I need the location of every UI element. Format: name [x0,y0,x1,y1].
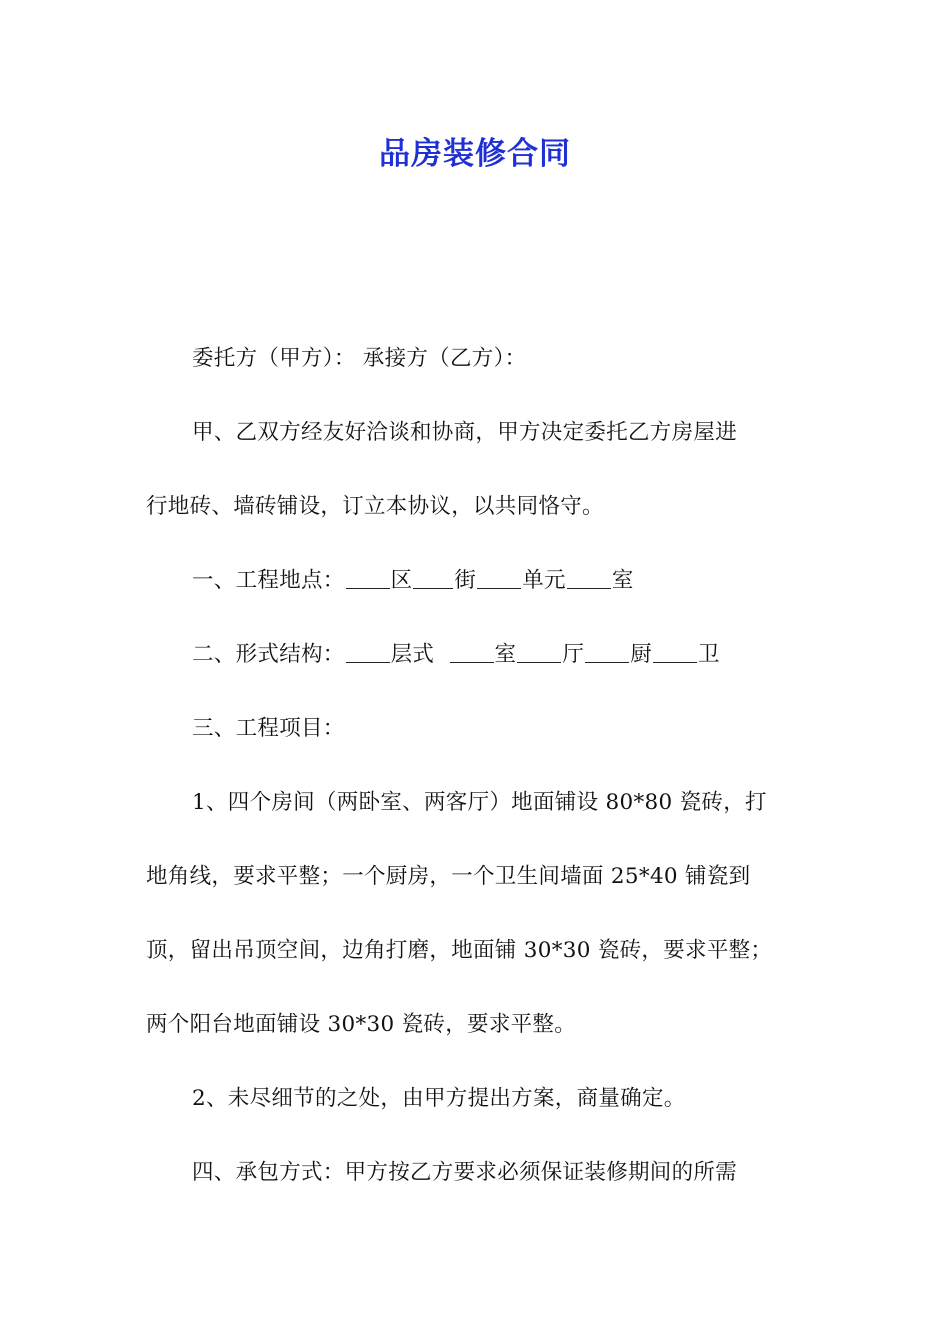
document-title: 品房装修合同 [379,136,571,172]
paragraph-line: 2、未尽细节的之处，由甲方提出方案，商量确定。 [192,1086,686,1111]
structure-line [146,633,836,707]
project-location-line [146,559,836,633]
parties-line: 委托方（甲方）： 承接方（乙方）： [192,346,527,371]
document-body [146,337,836,1225]
section-heading: 三、工程项目： [192,716,345,741]
blank-field [567,568,611,589]
location-label: 一、工程地点： [192,568,345,593]
location-field-label: 区 [390,568,413,593]
blank-field [450,642,494,663]
paragraph-line: 两个阳台地面铺设 30*30 瓷砖，要求平整。 [146,1012,577,1037]
structure-field-label: 层式 [390,642,435,667]
structure-field-label: 室 [494,642,517,667]
paragraph-line: 甲、乙双方经友好洽谈和协商，甲方决定委托乙方房屋进 [192,420,738,445]
location-field-label: 单元 [522,568,566,593]
paragraph-line: 地角线，要求平整；一个厨房，一个卫生间墙面 25*40 铺瓷到 [146,864,751,889]
location-field-label: 街 [454,568,477,593]
paragraph-line: 行地砖、墙砖铺设，订立本协议，以共同恪守。 [146,494,604,519]
blank-field [413,568,453,589]
paragraph-line: 四、承包方式：甲方按乙方要求必须保证装修期间的所需 [192,1160,738,1185]
blank-field [585,642,629,663]
paragraph-line: 顶，留出吊顶空间，边角打磨，地面铺 30*30 瓷砖，要求平整； [146,938,773,963]
blank-field [517,642,561,663]
blank-field [477,568,521,589]
blank-field [346,568,390,589]
structure-field-label: 厅 [562,642,585,667]
blank-field [653,642,697,663]
structure-field-label: 厨 [630,642,652,667]
structure-field-label: 卫 [697,642,720,667]
location-field-label: 室 [611,568,634,593]
blank-field [346,642,390,663]
paragraph-line: 1、四个房间（两卧室、两客厅）地面铺设 80*80 瓷砖，打 [192,790,767,815]
structure-label: 二、形式结构： [192,642,345,667]
